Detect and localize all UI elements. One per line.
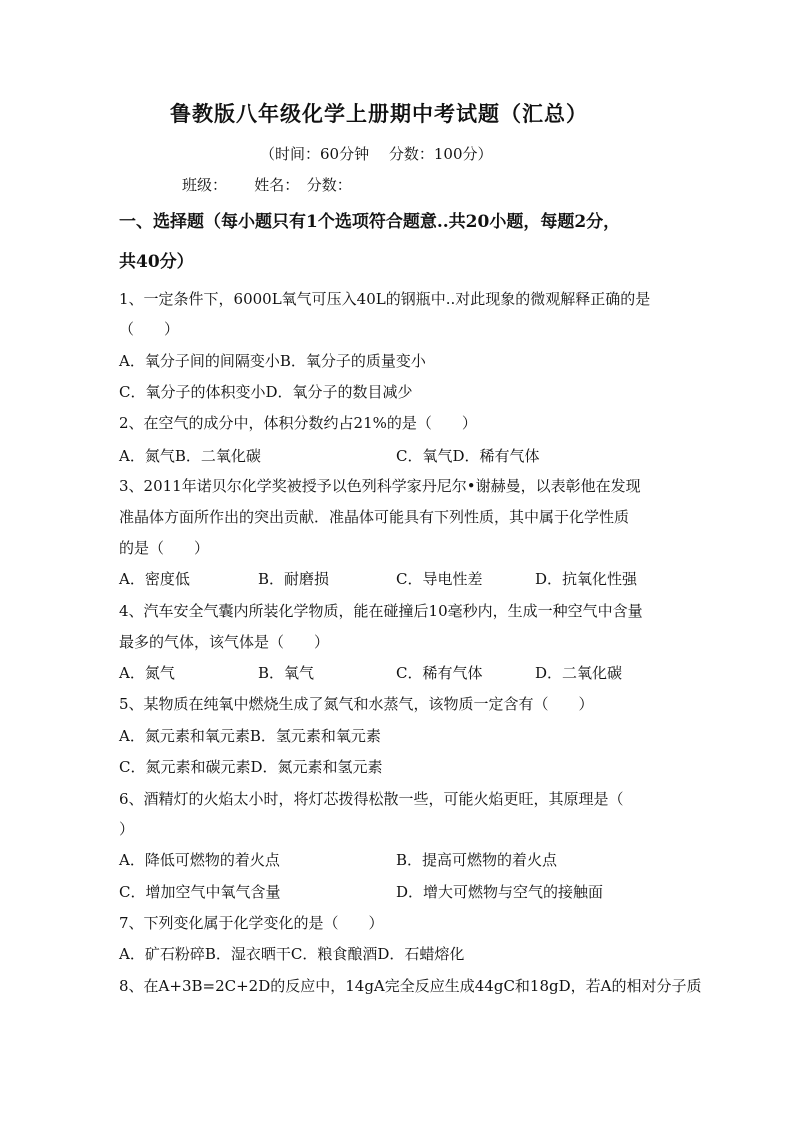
option-c: C．稀有气体 — [396, 664, 483, 682]
question-stem: 的是（ ） — [119, 539, 210, 557]
option-d: D．增大可燃物与空气的接触面 — [396, 883, 604, 901]
option-c: C．增加空气中氧气含量 — [119, 883, 281, 901]
section-heading-cont: 共40分） — [119, 252, 194, 272]
option-b: B．提高可燃物的着火点 — [396, 851, 558, 869]
option-a: A．氮气B．二氧化碳 — [119, 447, 261, 465]
question-stem: 5、某物质在纯氧中燃烧生成了氮气和水蒸气，该物质一定含有（ ） — [119, 695, 594, 713]
exam-time-score: （时间：60分钟 分数：100分） — [260, 145, 493, 163]
option-d: D．二氧化碳 — [535, 664, 623, 682]
question-stem: 1、一定条件下，6000L氧气可压入40L的钢瓶中..对此现象的微观解释正确的是 — [119, 290, 651, 308]
option-b: B．耐磨损 — [258, 570, 330, 588]
question-stem: 8、在A+3B=2C+2D的反应中，14gA完全反应生成44gC和18gD，若A的相对分子质 — [119, 977, 702, 995]
question-stem: 最多的气体，该气体是（ ） — [119, 633, 330, 651]
option-line: A．氮元素和氧元素B．氢元素和氧元素 — [119, 727, 381, 745]
option-d: D．抗氧化性强 — [535, 570, 638, 588]
option-b: B．氧气 — [258, 664, 315, 682]
question-stem: 3、2011年诺贝尔化学奖被授予以色列科学家丹尼尔•谢赫曼，以表彰他在发现 — [119, 477, 641, 495]
question-stem: 7、下列变化属于化学变化的是（ ） — [119, 914, 384, 932]
option-c: C．导电性差 — [396, 570, 483, 588]
option-a: A．降低可燃物的着火点 — [119, 851, 280, 869]
option-a: A．密度低 — [119, 570, 190, 588]
option-line: A．矿石粉碎B．湿衣晒干C．粮食酿酒D．石蜡熔化 — [119, 945, 465, 963]
question-stem: （ ） — [119, 320, 180, 338]
section-heading: 一、选择题（每小题只有1个选项符合题意..共20小题，每题2分， — [119, 212, 621, 232]
option-c: C．氧气D．稀有气体 — [396, 447, 540, 465]
question-stem: ） — [119, 820, 135, 838]
question-stem: 6、酒精灯的火焰太小时，将灯芯拨得松散一些，可能火焰更旺，其原理是（ — [119, 790, 624, 808]
question-stem: 4、汽车安全气囊内所装化学物质，能在碰撞后10毫秒内，生成一种空气中含量 — [119, 602, 643, 620]
option-line: C．氮元素和碳元素D．氮元素和氢元素 — [119, 758, 383, 776]
question-stem: 准晶体方面所作出的突出贡献．准晶体可能具有下列性质，其中属于化学性质 — [119, 508, 630, 526]
page-title: 鲁教版八年级化学上册期中考试题（汇总） — [170, 101, 588, 126]
student-info-line: 班级： 姓名： 分数： — [182, 176, 352, 194]
option-line: A．氧分子间的间隔变小B．氧分子的质量变小 — [119, 352, 426, 370]
question-stem: 2、在空气的成分中，体积分数约占21%的是（ ） — [119, 414, 477, 432]
option-a: A．氮气 — [119, 664, 175, 682]
option-line: C．氧分子的体积变小D．氧分子的数目减少 — [119, 383, 413, 401]
